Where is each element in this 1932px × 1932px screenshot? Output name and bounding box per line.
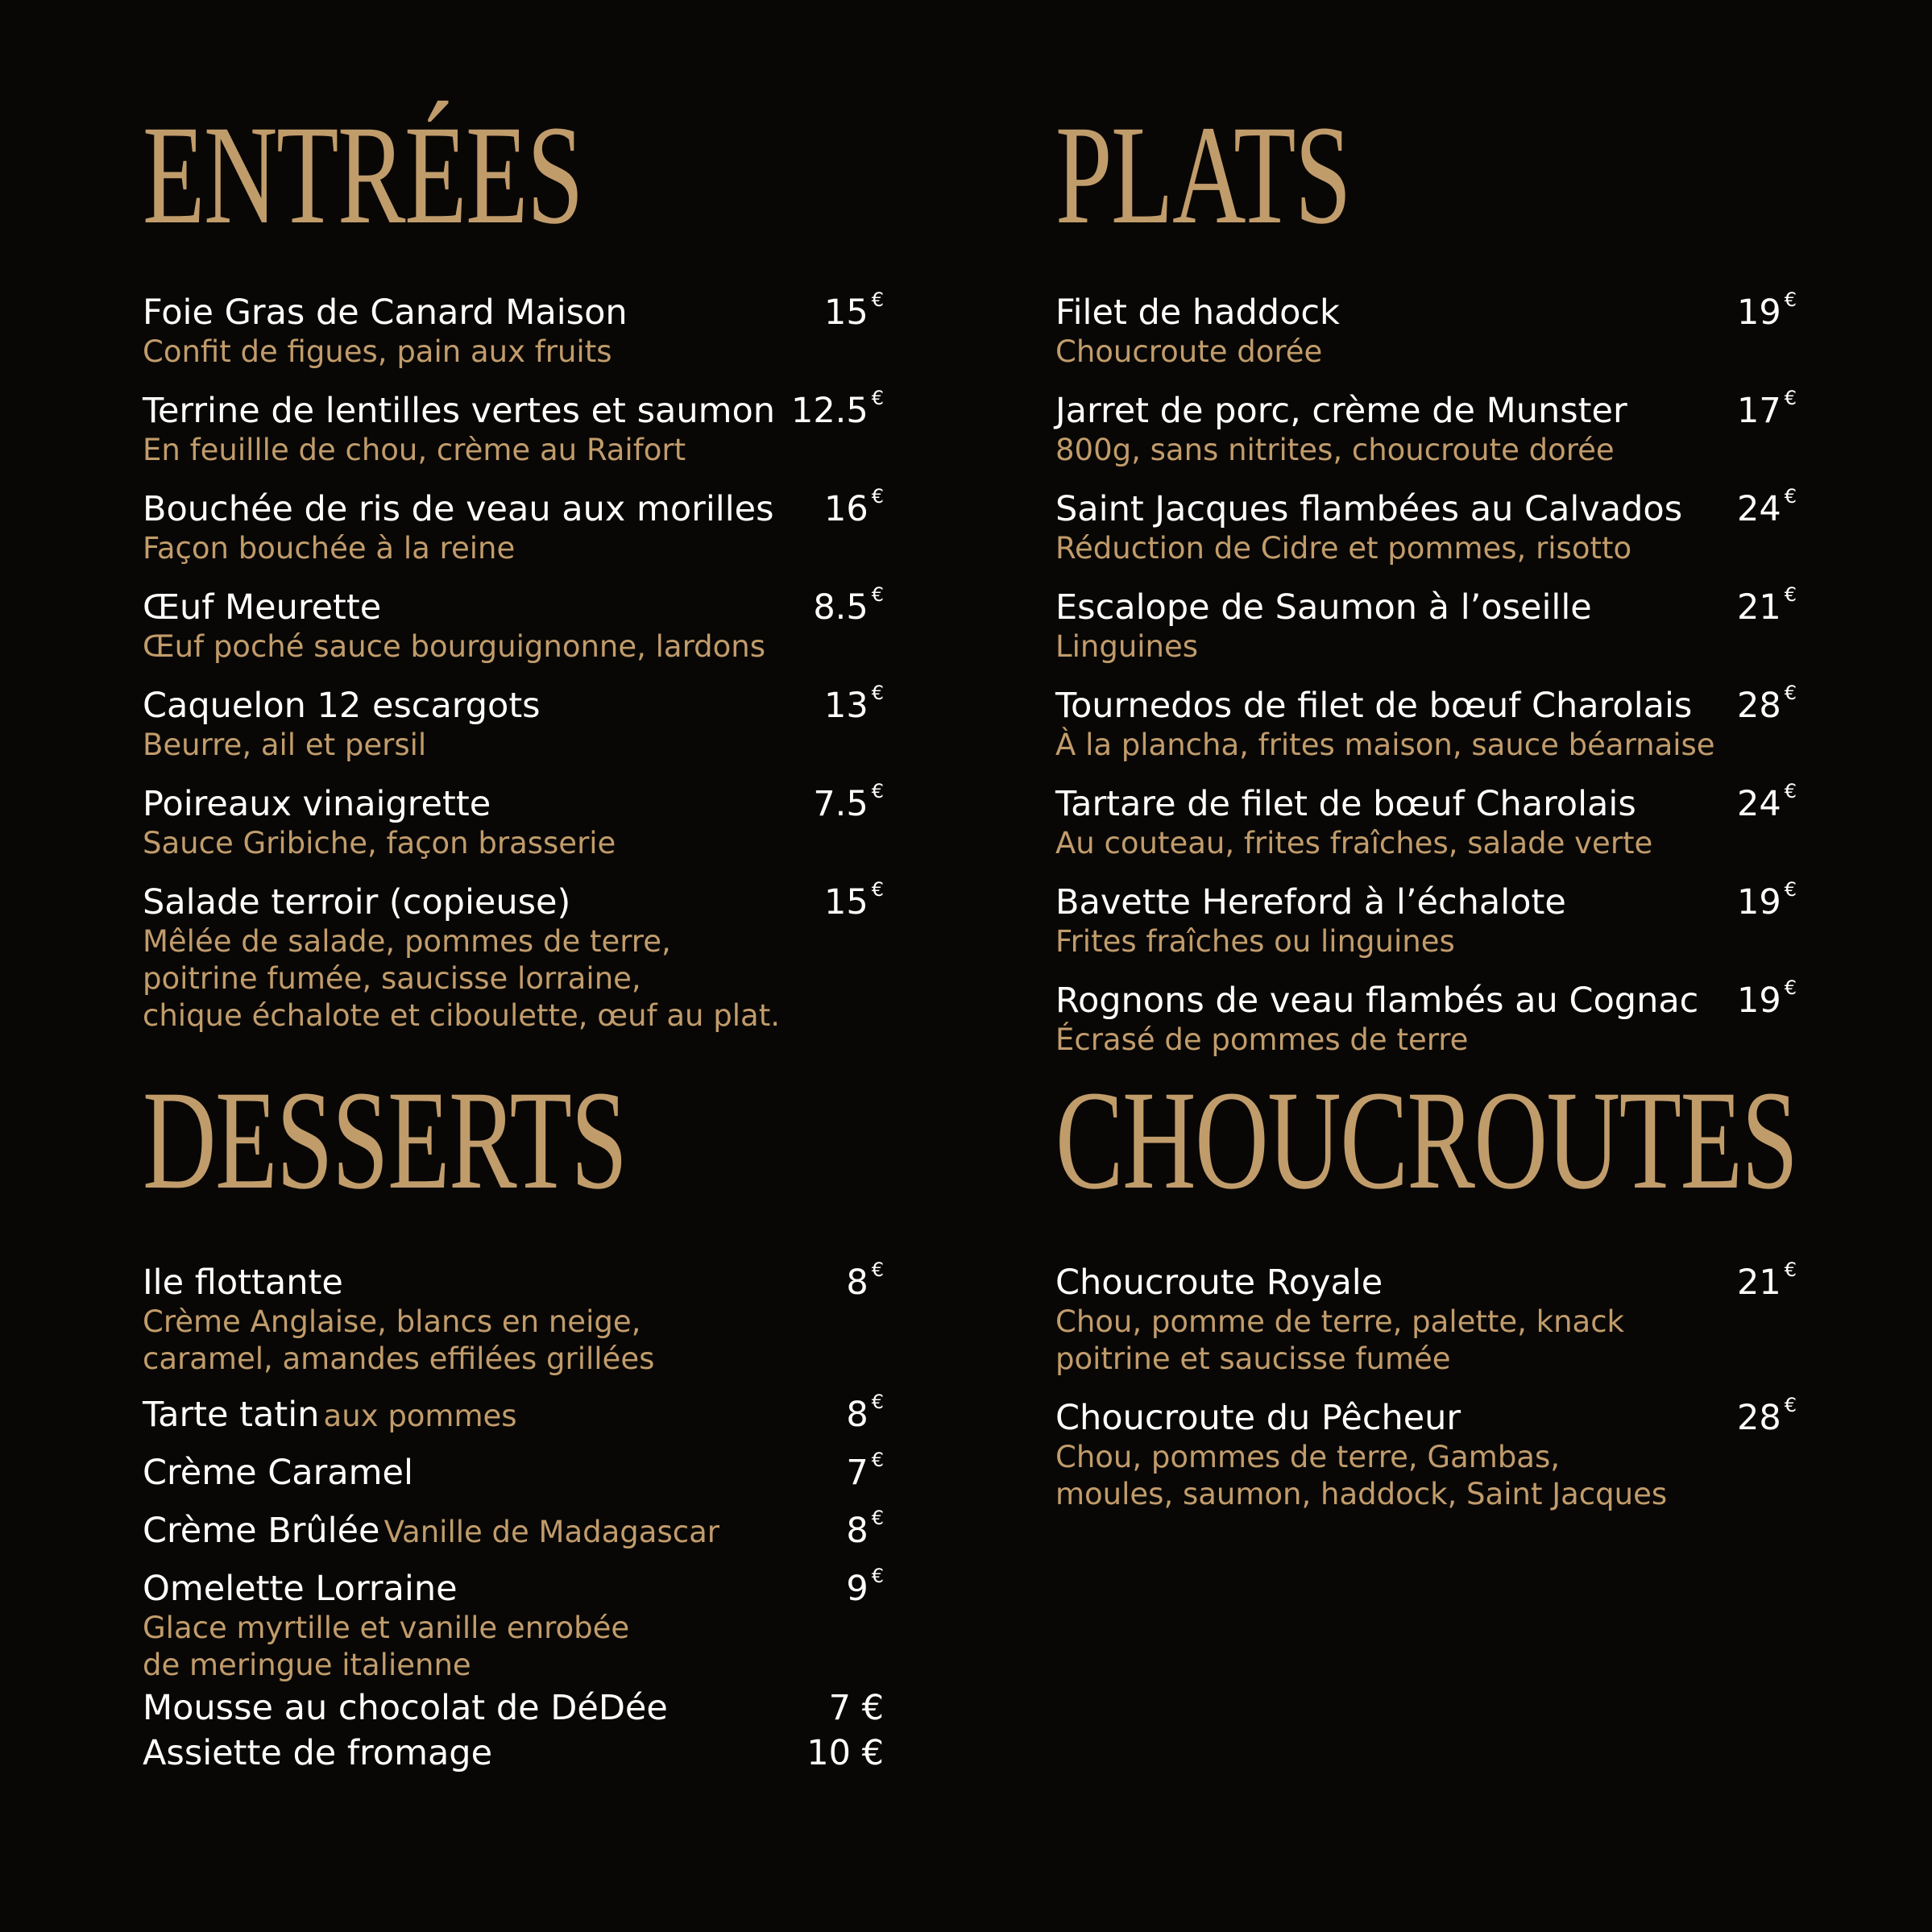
price-value: 16 <box>824 489 869 529</box>
menu-item-price <box>806 1732 884 1774</box>
euro-symbol: € <box>871 1507 884 1529</box>
menu-item-row <box>1055 475 1797 530</box>
menu-item <box>1055 869 1797 960</box>
menu-item-row <box>1055 574 1797 628</box>
menu-item <box>1055 377 1797 469</box>
menu-item-name: Choucroute du Pêcheur <box>1055 1398 1461 1438</box>
menu-item-price <box>824 475 884 530</box>
menu-item-name-wrap <box>143 1568 458 1610</box>
menu-list <box>143 279 884 1041</box>
menu-item <box>143 770 884 862</box>
price-value: 8.5 <box>813 587 869 628</box>
menu-item-price <box>846 1555 884 1610</box>
menu-item-name: Crème Brûlée <box>143 1511 380 1551</box>
section-title: DESSERTS <box>143 1062 627 1219</box>
menu-item-price <box>846 1439 884 1494</box>
menu-item-name-wrap <box>143 292 628 334</box>
menu-item-row <box>143 1732 884 1774</box>
menu-item-description: Crème Anglaise, blancs en neige, <box>143 1304 641 1339</box>
menu-item-description: Confit de figues, pain aux fruits <box>143 334 612 369</box>
menu-item-row <box>143 1249 884 1304</box>
menu-item-name: Choucroute Royale <box>1055 1262 1383 1303</box>
menu-item-name-wrap <box>1055 881 1566 923</box>
menu-item-row <box>1055 672 1797 727</box>
menu-item-name-wrap <box>1055 783 1636 825</box>
menu-item <box>1055 1384 1797 1513</box>
menu-item-name-wrap <box>1055 488 1682 530</box>
menu-item-name-wrap <box>143 1732 492 1774</box>
menu-item-name: Œuf Meurette <box>143 587 382 628</box>
menu-item-row <box>143 574 884 628</box>
menu-item-row <box>1055 279 1797 334</box>
price-value: 15 <box>824 292 869 333</box>
price-value: 21 <box>1737 1262 1781 1303</box>
price-value: 15 <box>824 882 869 922</box>
menu-item <box>1055 672 1797 764</box>
price-value: 24 <box>1737 784 1781 824</box>
menu-item-name-wrap <box>1055 587 1592 628</box>
menu-item-name: Filet de haddock <box>1055 292 1340 333</box>
menu-item-row <box>143 1687 884 1729</box>
menu-item <box>143 1687 884 1729</box>
menu-item-name-wrap <box>143 1510 719 1552</box>
menu-item-row <box>143 770 884 825</box>
menu-item <box>143 672 884 764</box>
price-value: 28 <box>1737 686 1781 726</box>
menu-item <box>143 475 884 567</box>
menu-item <box>1055 475 1797 567</box>
menu-item-description: Choucroute dorée <box>1055 334 1323 369</box>
euro-symbol: € <box>1784 976 1797 999</box>
menu-list <box>1055 1249 1797 1519</box>
menu-item-name-wrap <box>1055 1262 1383 1304</box>
price-value: 12.5 <box>790 391 869 431</box>
menu-item-name-wrap <box>143 488 774 530</box>
euro-symbol: € <box>1784 485 1797 508</box>
menu-item-description: Œuf poché sauce bourguignonne, lardons <box>143 629 766 664</box>
price-value: 7 € <box>828 1688 884 1728</box>
price-value: 10 € <box>806 1733 884 1773</box>
menu-item-row <box>143 1555 884 1610</box>
menu-item-name: Tarte tatin <box>143 1395 320 1435</box>
menu-item <box>1055 1249 1797 1378</box>
menu-item-inline-description: aux pommes <box>323 1399 517 1433</box>
menu-item <box>143 869 884 1034</box>
euro-symbol: € <box>871 1391 884 1413</box>
menu-item-name: Poireaux vinaigrette <box>143 784 491 824</box>
menu-item-price <box>824 279 884 334</box>
menu-item-description: de meringue italienne <box>143 1648 471 1682</box>
menu-item-price <box>1737 574 1797 628</box>
menu-item <box>143 1732 884 1774</box>
menu-item <box>143 279 884 371</box>
menu-item-description: Chou, pommes de terre, Gambas, <box>1055 1440 1561 1474</box>
menu-item-price <box>846 1381 884 1436</box>
price-value: 19 <box>1737 292 1781 333</box>
menu-item-row <box>1055 1384 1797 1439</box>
menu-item-name: Tournedos de filet de bœuf Charolais <box>1055 686 1693 726</box>
menu-item-name: Assiette de fromage <box>143 1733 493 1773</box>
menu-item-price <box>824 672 884 727</box>
menu-item-name-wrap <box>143 685 541 727</box>
menu-item-name: Bouchée de ris de veau aux morilles <box>143 489 774 529</box>
price-value: 24 <box>1737 489 1781 529</box>
menu-item-inline-description: Vanille de Madagascar <box>383 1515 719 1549</box>
menu-item-name: Jarret de porc, crème de Munster <box>1055 391 1627 431</box>
menu-item-description: chique échalote et ciboulette, œuf au plat. <box>143 998 780 1033</box>
menu-item <box>143 1497 884 1552</box>
price-value: 8 <box>846 1511 869 1551</box>
price-value: 7.5 <box>813 784 869 824</box>
menu-item <box>1055 967 1797 1059</box>
menu-item-row <box>143 869 884 923</box>
menu-item-price <box>1737 279 1797 334</box>
menu-item <box>1055 574 1797 665</box>
menu-item-row <box>143 1439 884 1494</box>
price-value: 19 <box>1737 882 1781 922</box>
menu-item-price <box>1737 1384 1797 1439</box>
menu-item-description: Au couteau, frites fraîches, salade verte <box>1055 826 1653 860</box>
menu-item-name-wrap <box>143 587 381 628</box>
menu-item-name: Tartare de filet de bœuf Charolais <box>1055 784 1636 824</box>
price-value: 13 <box>824 686 869 726</box>
menu-item-price <box>1737 967 1797 1022</box>
menu-item-name-wrap <box>143 1452 413 1494</box>
menu-item-price <box>846 1497 884 1552</box>
section-title: CHOUCROUTES <box>1055 1062 1797 1219</box>
menu-item-description: Frites fraîches ou linguines <box>1055 924 1455 959</box>
menu-item-description: En feuillle de chou, crème au Raifort <box>143 433 686 467</box>
euro-symbol: € <box>871 1258 884 1281</box>
euro-symbol: € <box>1784 288 1797 311</box>
menu-item-description: Réduction de Cidre et pommes, risotto <box>1055 531 1632 566</box>
euro-symbol: € <box>871 485 884 508</box>
menu-item-row <box>1055 377 1797 432</box>
euro-symbol: € <box>871 583 884 606</box>
menu-item-price <box>813 770 884 825</box>
price-value: 17 <box>1737 391 1781 431</box>
menu-item-description: Chou, pomme de terre, palette, knack <box>1055 1304 1624 1339</box>
price-value: 19 <box>1737 981 1781 1021</box>
menu-item-description: 800g, sans nitrites, choucroute dorée <box>1055 433 1615 467</box>
menu-list <box>1055 279 1797 1065</box>
menu-item-description: À la plancha, frites maison, sauce béarnaise <box>1055 728 1715 762</box>
menu-item-name: Rognons de veau flambés au Cognac <box>1055 981 1699 1021</box>
menu-item-description: moules, saumon, haddock, Saint Jacques <box>1055 1477 1668 1511</box>
euro-symbol: € <box>871 878 884 901</box>
menu-item-description: Sauce Gribiche, façon brasserie <box>143 826 616 860</box>
euro-symbol: € <box>1784 682 1797 704</box>
menu-item-name-wrap <box>1055 1397 1461 1439</box>
menu-item-row <box>1055 1249 1797 1304</box>
menu-item <box>143 1555 884 1684</box>
menu-item-name-wrap <box>143 1394 517 1436</box>
menu-item-name-wrap <box>143 1687 668 1729</box>
menu-item-name: Escalope de Saumon à l’oseille <box>1055 587 1592 628</box>
menu-item-name-wrap <box>1055 685 1692 727</box>
menu-item-name: Caquelon 12 escargots <box>143 686 541 726</box>
menu-item-description: Façon bouchée à la reine <box>143 531 516 566</box>
menu-item-row <box>143 1381 884 1436</box>
menu-item-price <box>1737 672 1797 727</box>
menu-item <box>143 574 884 665</box>
menu-item-price <box>1737 377 1797 432</box>
menu-item-name: Crème Caramel <box>143 1453 413 1493</box>
menu-item <box>143 1249 884 1378</box>
section-title: PLATS <box>1055 97 1351 254</box>
euro-symbol: € <box>1784 583 1797 606</box>
menu-item-name-wrap <box>143 1262 343 1304</box>
menu-item-description: Linguines <box>1055 629 1199 664</box>
price-value: 8 <box>846 1395 869 1435</box>
menu-item <box>143 1381 884 1436</box>
menu-item-price <box>1737 770 1797 825</box>
euro-symbol: € <box>871 1449 884 1471</box>
menu-item-description: Beurre, ail et persil <box>143 728 427 762</box>
euro-symbol: € <box>871 288 884 311</box>
menu-item-description: Mêlée de salade, pommes de terre, <box>143 924 671 959</box>
menu-item <box>143 377 884 469</box>
price-value: 9 <box>846 1569 869 1609</box>
euro-symbol: € <box>871 1565 884 1587</box>
menu-item <box>1055 770 1797 862</box>
menu-item-name-wrap <box>143 390 775 432</box>
menu-item-row <box>143 279 884 334</box>
menu-item-price <box>846 1249 884 1304</box>
menu-item-price <box>829 1687 884 1729</box>
menu-item <box>143 1439 884 1494</box>
menu-item-price <box>791 377 884 432</box>
menu-item-row <box>1055 770 1797 825</box>
euro-symbol: € <box>1784 1258 1797 1281</box>
menu-item-row <box>143 377 884 432</box>
menu-item-name: Bavette Hereford à l’échalote <box>1055 882 1566 922</box>
euro-symbol: € <box>871 780 884 802</box>
price-value: 7 <box>846 1453 869 1493</box>
menu-item-row <box>143 672 884 727</box>
menu-item-price <box>1737 869 1797 923</box>
euro-symbol: € <box>1784 387 1797 409</box>
menu-item-description: poitrine et saucisse fumée <box>1055 1341 1451 1376</box>
menu-item-description: Glace myrtille et vanille enrobée <box>143 1611 630 1645</box>
menu-item-price <box>813 574 884 628</box>
menu-item-description: caramel, amandes effilées grillées <box>143 1341 655 1376</box>
section-title: ENTRÉES <box>143 97 583 254</box>
menu-item-name-wrap <box>143 881 570 923</box>
euro-symbol: € <box>871 387 884 409</box>
menu-item-name: Salade terroir (copieuse) <box>143 882 571 922</box>
menu-item-name-wrap <box>1055 292 1340 334</box>
menu-item-name-wrap <box>143 783 491 825</box>
euro-symbol: € <box>1784 780 1797 802</box>
menu-item-name: Ile flottante <box>143 1262 343 1303</box>
menu-item-row <box>143 1497 884 1552</box>
menu-item-row <box>1055 869 1797 923</box>
menu-item-description: poitrine fumée, saucisse lorraine, <box>143 961 641 996</box>
menu-item-row <box>143 475 884 530</box>
menu-list <box>143 1249 884 1777</box>
menu-item-name-wrap <box>1055 390 1627 432</box>
menu-item-price <box>1737 475 1797 530</box>
menu-item-price <box>1737 1249 1797 1304</box>
menu-item <box>1055 279 1797 371</box>
euro-symbol: € <box>871 682 884 704</box>
menu-item-row <box>1055 967 1797 1022</box>
price-value: 21 <box>1737 587 1781 628</box>
euro-symbol: € <box>1784 1394 1797 1416</box>
menu-item-name: Terrine de lentilles vertes et saumon <box>143 391 776 431</box>
menu-item-name: Mousse au chocolat de DéDée <box>143 1688 668 1728</box>
menu-item-name: Saint Jacques flambées au Calvados <box>1055 489 1683 529</box>
menu-item-name-wrap <box>1055 980 1698 1022</box>
price-value: 8 <box>846 1262 869 1303</box>
menu-item-price <box>824 869 884 923</box>
price-value: 28 <box>1737 1398 1781 1438</box>
menu-item-name: Foie Gras de Canard Maison <box>143 292 628 333</box>
euro-symbol: € <box>1784 878 1797 901</box>
menu-item-name: Omelette Lorraine <box>143 1569 458 1609</box>
menu-item-description: Écrasé de pommes de terre <box>1055 1022 1469 1057</box>
